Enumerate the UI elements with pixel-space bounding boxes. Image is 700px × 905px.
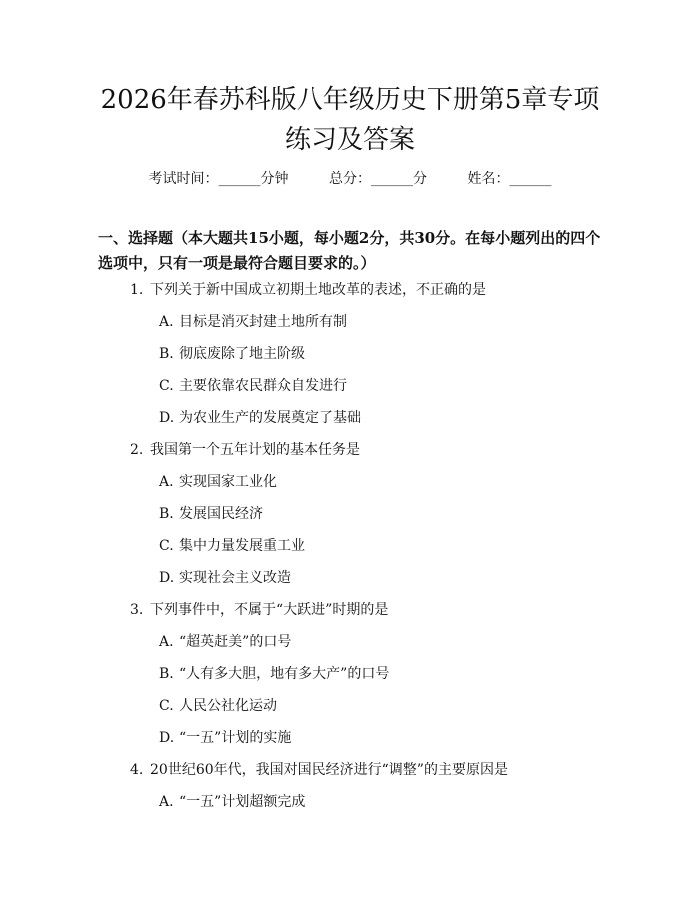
option-text: “一五”计划的实施 [179, 730, 292, 746]
question-3-stem [130, 600, 388, 620]
question-2-option-d [159, 568, 291, 588]
option-letter: B. [159, 346, 174, 362]
option-letter: C. [159, 538, 174, 554]
option-text: 彻底废除了地主阶级 [179, 346, 305, 362]
total-score-field: 总分：______分 [329, 171, 427, 187]
question-3-option-b [159, 664, 389, 684]
exam-info-row [0, 168, 700, 188]
question-1-option-b [159, 344, 305, 364]
question-4-option-a [159, 792, 305, 812]
option-letter: D. [159, 570, 175, 586]
option-text: 人民公社化运动 [179, 698, 277, 714]
question-text: 下列关于新中国成立初期土地改革的表述，不正确的是 [150, 282, 486, 298]
name-field: 姓名：______ [467, 171, 552, 187]
option-text: “一五”计划超额完成 [179, 794, 306, 810]
section-heading: 一、选择题（本大题共15小题，每小题2分，共30分。在每小题列出的四个选项中，只有一项是最符合题目要求的。） [98, 229, 601, 272]
question-number: 3. [130, 602, 144, 618]
exam-time-field: 考试时间：______分钟 [148, 171, 289, 187]
question-1-option-d [159, 408, 361, 428]
option-letter: C. [159, 698, 174, 714]
option-letter: A. [159, 314, 174, 330]
option-letter: A. [159, 474, 174, 490]
question-4-stem [130, 760, 508, 780]
question-number: 4. [130, 762, 144, 778]
option-letter: B. [159, 506, 174, 522]
question-1-option-a [159, 312, 347, 332]
option-text: “人有多大胆，地有多大产”的口号 [179, 666, 390, 682]
option-text: 目标是消灭封建土地所有制 [179, 314, 347, 330]
question-2-option-c [159, 536, 305, 556]
option-text: 实现社会主义改造 [179, 570, 291, 586]
question-2-option-b [159, 504, 263, 524]
question-3-option-c [159, 696, 277, 716]
question-1-option-c [159, 376, 347, 396]
question-number: 1. [130, 282, 144, 298]
question-2-option-a [159, 472, 277, 492]
option-text: 发展国民经济 [179, 506, 263, 522]
option-text: 实现国家工业化 [179, 474, 277, 490]
document-title [60, 80, 640, 160]
question-1-stem [130, 280, 486, 300]
title-line-1: 2026年春苏科版八年级历史下册第5章专项 [100, 85, 600, 115]
option-letter: A. [159, 794, 174, 810]
question-3-option-a [159, 632, 291, 652]
question-number: 2. [130, 442, 144, 458]
option-text: 主要依靠农民群众自发进行 [179, 378, 347, 394]
option-letter: D. [159, 410, 175, 426]
option-letter: D. [159, 730, 175, 746]
title-line-2: 练习及答案 [284, 125, 415, 155]
option-letter: B. [159, 666, 174, 682]
question-2-stem [130, 440, 360, 460]
option-letter: A. [159, 634, 174, 650]
option-letter: C. [159, 378, 174, 394]
question-text: 20世纪60年代，我国对国民经济进行“调整”的主要原因是 [150, 762, 508, 778]
option-text: 为农业生产的发展奠定了基础 [179, 410, 361, 426]
option-text: 集中力量发展重工业 [179, 538, 305, 554]
question-3-option-d [159, 728, 291, 748]
option-text: “超英赶美”的口号 [179, 634, 292, 650]
question-text: 我国第一个五年计划的基本任务是 [150, 442, 360, 458]
question-text: 下列事件中，不属于“大跃进”时期的是 [150, 602, 389, 618]
